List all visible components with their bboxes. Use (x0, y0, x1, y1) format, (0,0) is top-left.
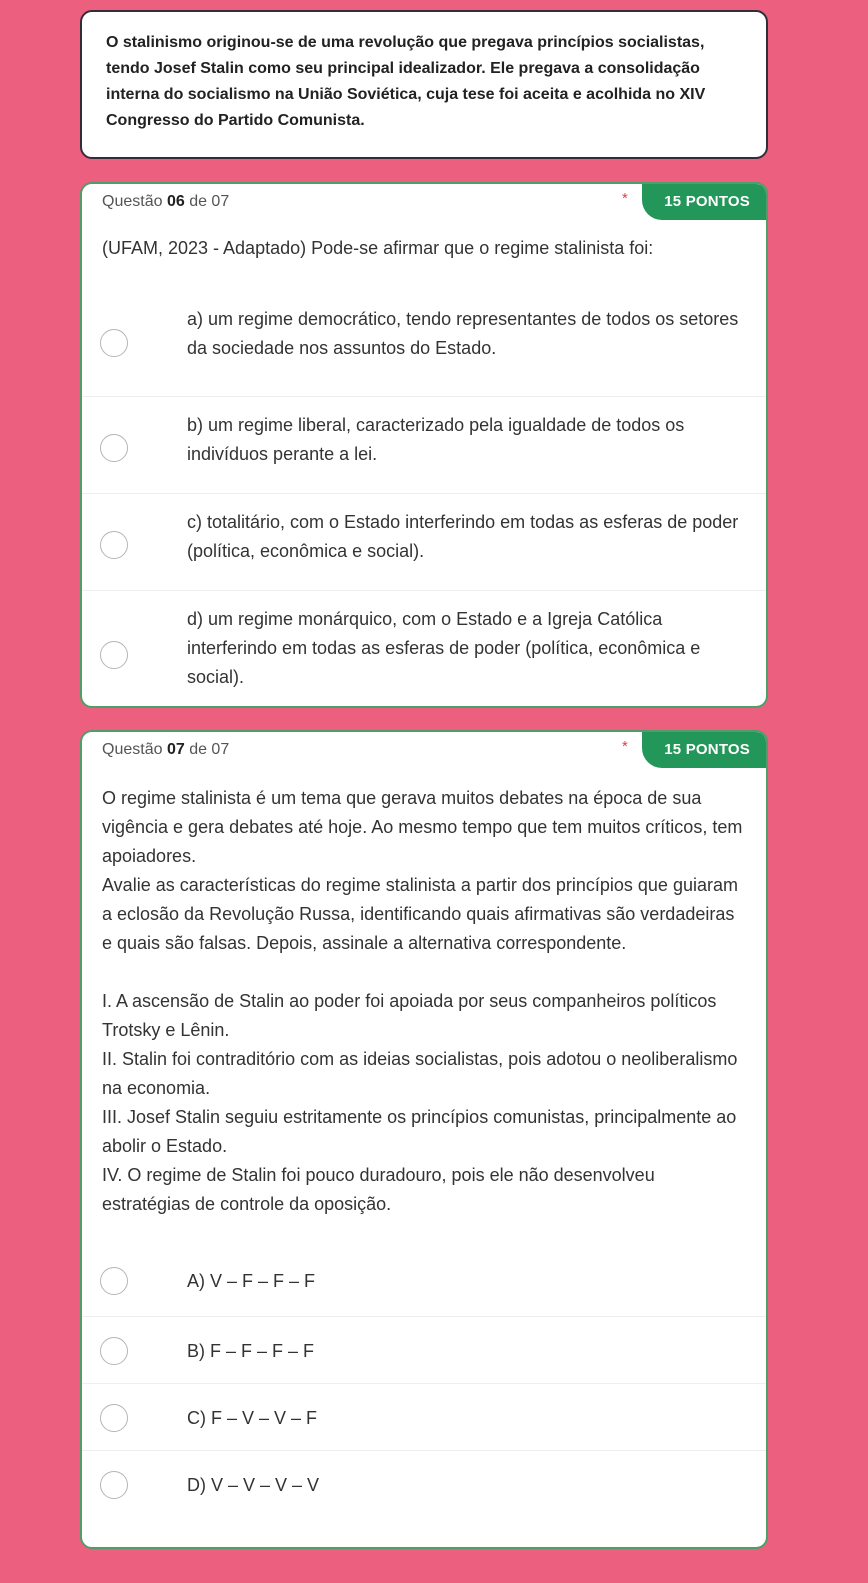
option-A[interactable]: A) V – F – F – F (82, 1247, 766, 1317)
context-text: O stalinismo originou-se de uma revolução que pregava princípios socialistas, tendo Josef Stalin como seu principal idealizador. Ele pregava a consolidação interna do socialismo na União Soviética, cuja tese foi aceita e acolhida no XIV Congresso do Partido Comunista. (106, 34, 706, 129)
statement: III. Josef Stalin seguiu estritamente os princípios comunistas, principalmente ao abolir o Estado. (102, 1107, 737, 1156)
radio-button[interactable] (100, 641, 128, 669)
radio-button[interactable] (100, 1471, 128, 1499)
options-list (82, 291, 766, 708)
option-d[interactable]: d) um regime monárquico, com o Estado e a Igreja Católica interferindo em todas as esferas de poder (política, econômica e social). (82, 591, 766, 708)
points-badge: 15 PONTOS (642, 182, 768, 220)
radio-button[interactable] (100, 1404, 128, 1432)
question-number-label: Questão 07 de 07 (102, 741, 230, 758)
question-header (82, 732, 766, 772)
context-card (80, 10, 768, 159)
radio-button[interactable] (100, 434, 128, 462)
option-D[interactable]: D) V – V – V – V (82, 1451, 766, 1519)
options-list (82, 1247, 766, 1519)
option-b[interactable]: b) um regime liberal, caracterizado pela igualdade de todos os indivíduos perante a lei. (82, 397, 766, 494)
statement: II. Stalin foi contraditório com as ideias socialistas, pois adotou o neoliberalismo na economia. (102, 1049, 738, 1098)
question-instruction: Avalie as características do regime stalinista a partir dos princípios que guiaram a eclosão da Revolução Russa, identificando quais afirmativas são verdadeiras e quais são falsas. Depois, assinale a alternativa correspondente. (102, 875, 738, 953)
question-prompt (82, 784, 766, 1219)
option-B[interactable]: B) F – F – F – F (82, 1317, 766, 1384)
question-prompt: (UFAM, 2023 - Adaptado) Pode-se afirmar que o regime stalinista foi: (102, 238, 654, 258)
required-asterisk: * (622, 738, 628, 755)
question-number-label: Questão 06 de 07 (102, 193, 230, 210)
statement: I. A ascensão de Stalin ao poder foi apoiada por seus companheiros políticos Trotsky e Lênin. (102, 991, 717, 1040)
radio-button[interactable] (100, 329, 128, 357)
option-c[interactable]: c) totalitário, com o Estado interferindo em todas as esferas de poder (política, econômica e social). (82, 494, 766, 591)
option-a[interactable]: a) um regime democrático, tendo representantes de todos os setores da sociedade nos assuntos do Estado. (82, 291, 766, 397)
question-card-07 (80, 730, 768, 1549)
statement: IV. O regime de Stalin foi pouco duradouro, pois ele não desenvolveu estratégias de controle da oposição. (102, 1165, 655, 1214)
required-asterisk: * (622, 190, 628, 207)
question-header (82, 184, 766, 224)
question-card-06 (80, 182, 768, 708)
radio-button[interactable] (100, 1267, 128, 1295)
radio-button[interactable] (100, 1337, 128, 1365)
radio-button[interactable] (100, 531, 128, 559)
points-badge: 15 PONTOS (642, 730, 768, 768)
option-C[interactable]: C) F – V – V – F (82, 1384, 766, 1451)
question-intro: O regime stalinista é um tema que gerava muitos debates na época de sua vigência e gera debates até hoje. Ao mesmo tempo que tem muitos críticos, tem apoiadores. (102, 788, 743, 866)
